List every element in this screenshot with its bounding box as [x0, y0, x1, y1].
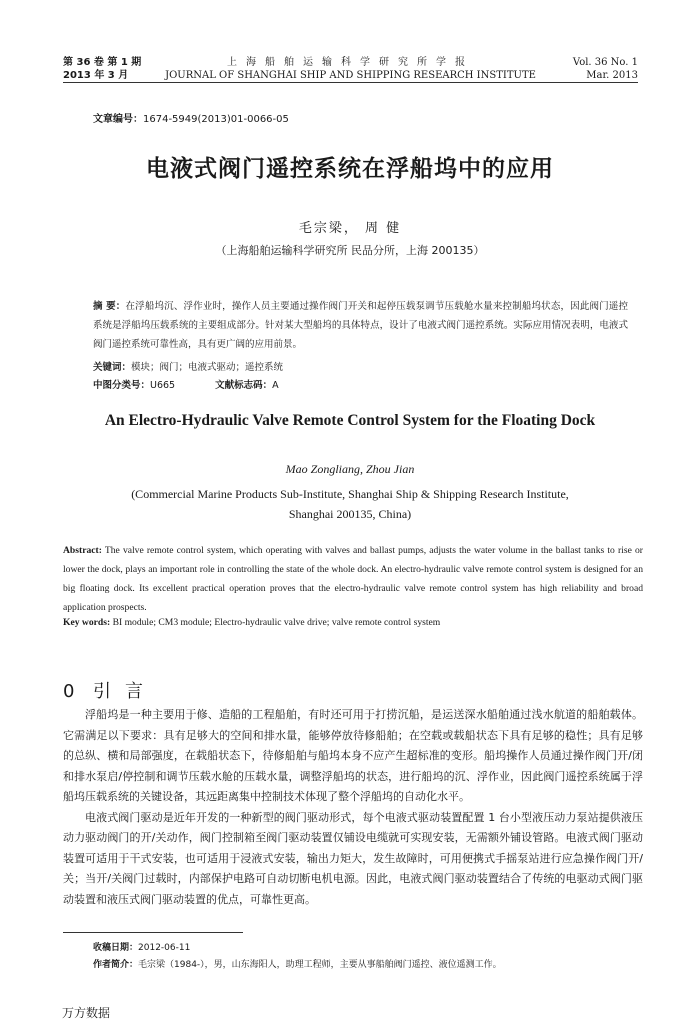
header-date-cn: 2013 年 3 月 [63, 70, 129, 81]
article-number-value: 1674-5949(2013)01-0066-05 [143, 114, 289, 125]
paragraph: 浮船坞是一种主要用于修、造船的工程船舶，有时还可用于打捞沉船，是运送深水船舶通过浅水航道的船舶载体。它需满足以下要求：具有足够大的空间和排水量，能够停放待修船舶；在空载或载船状态下具有足够的稳性；具有足够的总纵、横和局部强度，在载船状态下，待修船舶与船坞本身不应产生超标准的变形。船坞操作人员通过操作阀门开/闭和排水泵启/停控制和调节压载水舱的压载水量，调整浮船坞的状态，进行船坞的沉、浮作业，因此阀门遥控系统属于浮船坞压载系统的关键设备，其远距离集中控制技术体现了整个浮船坞的自动化水平。 [63, 708, 643, 803]
title-cn: 电液式阀门遥控系统在浮船坞中的应用 [146, 156, 554, 182]
affiliation-cn: （上海船舶运输科学研究所 民品分所，上海 200135） [215, 244, 485, 257]
affiliation-en [0, 484, 700, 524]
abstract-cn [93, 297, 628, 354]
footnote-received [93, 940, 190, 953]
journal-name-en: JOURNAL OF SHANGHAI SHIP AND SHIPPING RESEARCH INSTITUTE [165, 70, 536, 81]
author-bio-value: 毛宗梁（1984-），男，山东海阳人，助理工程师，主要从事船舶阀门遥控、液位遥测工作。 [138, 960, 502, 970]
paragraph: 电液式阀门驱动是近年开发的一种新型的阀门驱动形式，每个电液式驱动装置配置 1 台小型液压动力泵站提供液压动力驱动阀门的开/关动作，阀门控制箱至阀门驱动装置仅铺设电缆就可实现安装，无需额外铺设管路。电液式阀门驱动装置可适用于干式安装，也可适用于浸液式安装，输出力矩大，发生故障时，可用便携式手摇泵站进行应急操作阀门开/关；当开/关阀门过载时，内部保护电路可自动切断电机电源。因此，电液式阀门驱动装置结合了传统的电驱动式阀门驱动装置和液压式阀门驱动装置的优点，可靠性更高。 [63, 810, 643, 906]
title-en: An Electro-Hydraulic Valve Remote Control System for the Floating Dock [104, 412, 596, 429]
abstract-cn-text: 在浮船坞沉、浮作业时，操作人员主要通过操作阀门开关和起停压载泵调节压载舱水量来控制船坞状态，因此阀门遥控系统是浮船坞压载系统的主要组成部分。针对某大型船坞的具体特点，设计了电液式阀门遥控系统。实际应用情况表明，电液式阀门遥控系统可靠性高，具有更广阔的应用前景。 [93, 301, 628, 350]
article-number-label: 文章编号： [93, 114, 143, 125]
classification-label: 中图分类号： [93, 380, 151, 391]
keywords-cn-value: 模块；阀门；电液式驱动；遥控系统 [131, 362, 284, 373]
body-text [63, 705, 643, 910]
article-number [93, 110, 289, 125]
classification [93, 377, 279, 391]
affiliation-en-line2: Shanghai 200135, China) [288, 507, 412, 521]
abstract-en-label: Abstract: [63, 545, 102, 556]
received-value: 2012-06-11 [138, 943, 191, 953]
keywords-en [63, 617, 440, 628]
abstract-en-text: The valve remote control system, which operating with valves and ballast pumps, adjusts the water volume in the ballast tanks to rise or lower the dock, plays an important role in controlling the state of the whole dock. An electro-hydraulic valve remote control system is designed for an big floating dock. Its excellent practical operation proves that the electro-hydraulic valve remote control system has high reliability and broad application prospects. [63, 545, 643, 613]
header-volume: 第 36 卷 第 1 期 [63, 57, 142, 68]
abstract-en [63, 541, 643, 617]
keywords-cn [93, 359, 283, 373]
abstract-cn-label: 摘 要： [93, 301, 126, 312]
doc-code-label: 文献标志码： [215, 380, 273, 391]
keywords-en-label: Key words: [63, 617, 111, 628]
section-heading [63, 677, 157, 703]
keywords-cn-label: 关键词： [93, 362, 132, 373]
authors-en: Mao Zongliang, Zhou Jian [285, 462, 415, 476]
footnote-divider [63, 932, 243, 933]
affiliation-en-line1: (Commercial Marine Products Sub-Institute, Shanghai Ship & Shipping Research Institute, [131, 487, 569, 501]
header-volume-info-en [573, 56, 638, 82]
header-volume-en: Vol. 36 No. 1 [572, 57, 638, 68]
section-number: 0 [63, 681, 75, 702]
header-journal-name [63, 56, 638, 82]
keywords-en-value: BI module; CM3 module; Electro-hydraulic valve drive; valve remote control system [110, 617, 441, 628]
journal-name-cn: 上海船舶运输科学研究所学报 [227, 57, 474, 68]
received-label: 收稿日期： [93, 943, 139, 953]
doc-code-value: A [272, 380, 279, 391]
footnote-author [93, 957, 502, 970]
authors-cn: 毛宗梁， 周 健 [298, 221, 402, 236]
author-bio-label: 作者简介： [93, 960, 139, 970]
section-title: 引言 [93, 681, 157, 702]
watermark: 万方数据 [62, 1006, 111, 1020]
header-date-en: Mar. 2013 [586, 70, 638, 81]
running-header [63, 56, 638, 83]
classification-value: U665 [150, 380, 176, 391]
